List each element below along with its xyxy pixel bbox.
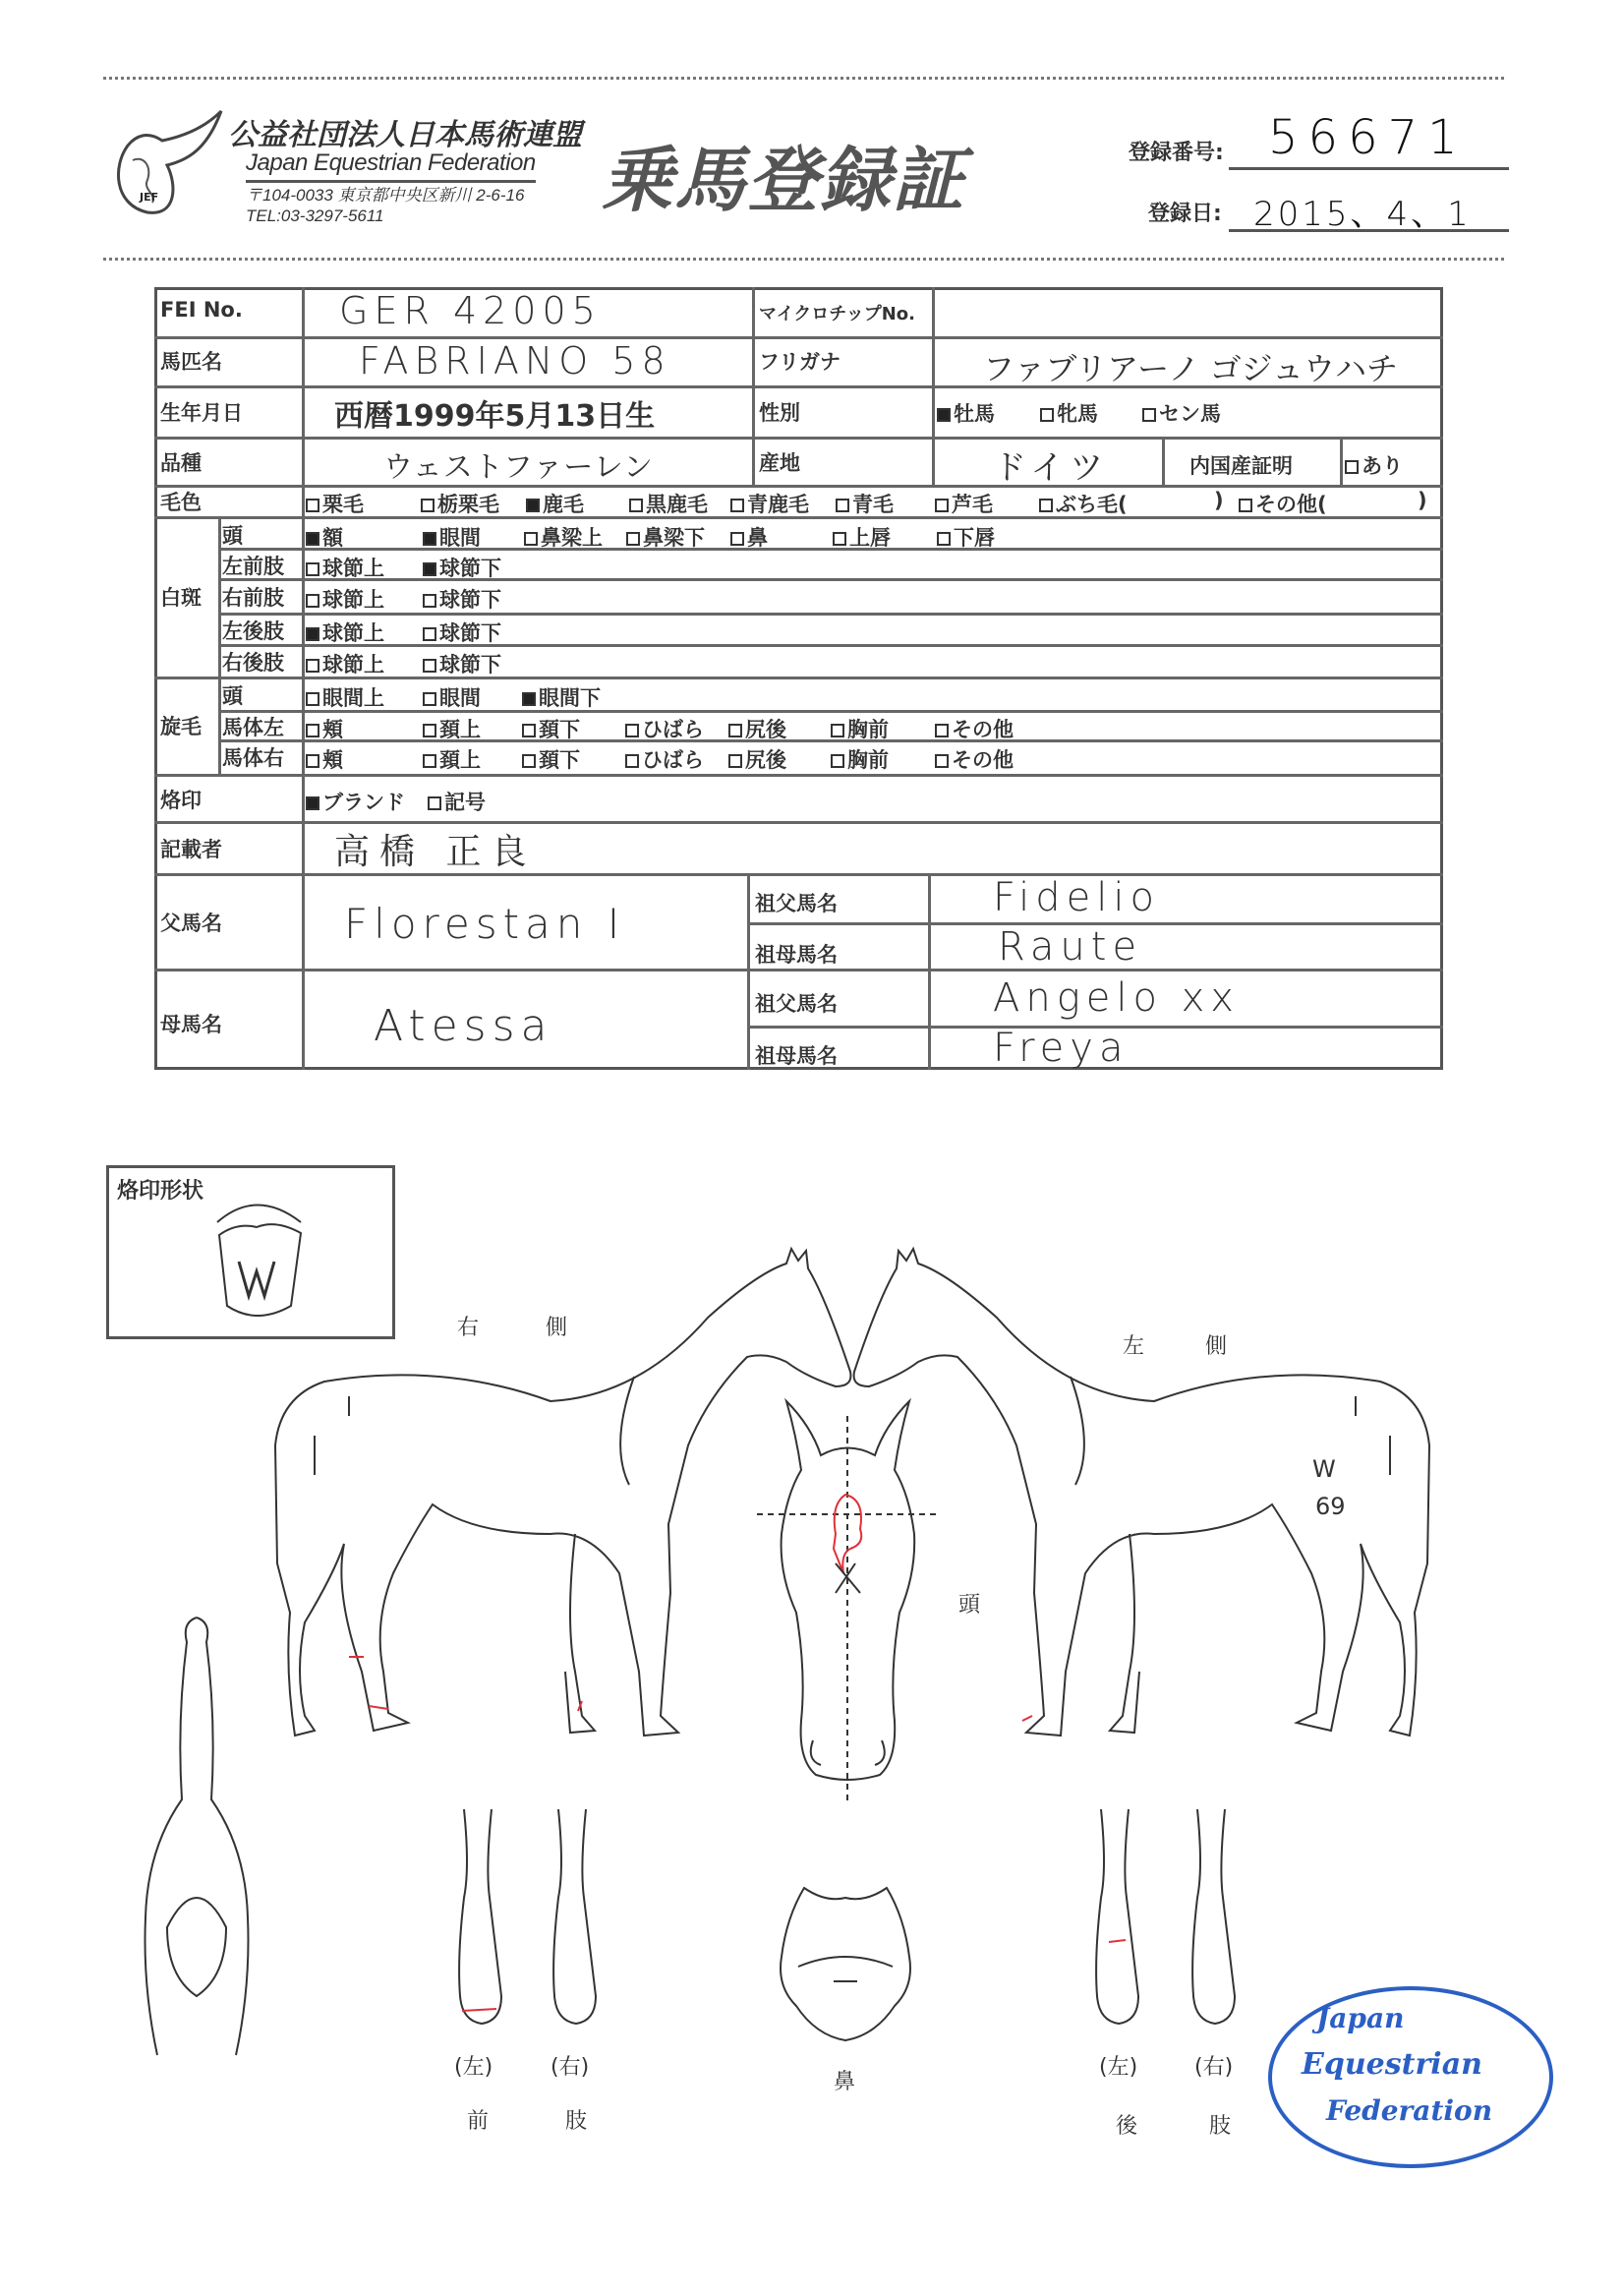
checkbox[interactable] <box>937 532 951 546</box>
option-label: 眼間 <box>439 686 481 710</box>
checkbox[interactable] <box>428 796 441 810</box>
head-center-lines <box>757 1416 939 1804</box>
white-row-label: 右前肢 <box>222 586 284 610</box>
fore-right-leg <box>553 1809 596 2024</box>
checkbox-option[interactable] <box>306 649 384 678</box>
checkbox[interactable] <box>730 499 744 512</box>
checkbox-option[interactable] <box>423 618 501 647</box>
checkbox-option[interactable] <box>625 714 704 743</box>
checkbox[interactable] <box>524 532 538 546</box>
checkbox-option[interactable] <box>306 682 384 712</box>
checkbox-option[interactable] <box>306 522 343 552</box>
checkbox[interactable] <box>728 724 742 737</box>
checkbox-checked[interactable] <box>937 408 951 422</box>
sex-option-gelding[interactable]: セン馬 <box>1142 398 1221 428</box>
checkbox-option[interactable] <box>1039 489 1128 518</box>
option-label: 球節下 <box>439 588 501 612</box>
left-side-label: 左 <box>1123 1334 1145 1359</box>
checkbox-option[interactable] <box>836 489 894 518</box>
option-label: 胸前 <box>847 718 889 741</box>
forelimb-label: 前 <box>467 2109 490 2134</box>
option-label: 黒鹿毛 <box>646 493 708 516</box>
option-label: 頚上 <box>439 748 481 772</box>
option-label: その他 <box>952 718 1014 741</box>
option-label: 頬 <box>322 748 343 772</box>
option-label: 下唇 <box>954 526 995 550</box>
checkbox[interactable] <box>423 692 436 706</box>
brand-shape-icon <box>109 1168 398 1342</box>
checkbox[interactable] <box>306 499 319 512</box>
option-label: ぶち毛( <box>1056 493 1128 516</box>
checkbox[interactable] <box>306 692 319 706</box>
option-label: 眼間上 <box>322 686 384 710</box>
checkbox-option[interactable] <box>306 714 343 743</box>
forelimb-label-2: 肢 <box>565 2109 588 2134</box>
option-label: 頚下 <box>539 748 580 772</box>
stamp-line: Equestrian <box>1302 2047 1482 2082</box>
option-label: 額 <box>322 526 343 550</box>
option-label: 球節上 <box>322 588 384 612</box>
dam-dam-value[interactable]: Freya <box>993 1026 1130 1071</box>
checkbox-option[interactable] <box>937 522 995 552</box>
brand-number-drawn: 69 <box>1315 1493 1346 1520</box>
dam-sire-label: 祖父馬名 <box>755 992 838 1016</box>
jef-stamp <box>1268 1986 1553 2168</box>
checkbox[interactable] <box>1239 499 1252 512</box>
checkbox-option[interactable] <box>306 553 384 582</box>
checkbox[interactable] <box>730 532 744 546</box>
reg-date-underline <box>1229 229 1509 232</box>
checkbox-option[interactable] <box>935 489 993 518</box>
sire-sire-label: 祖父馬名 <box>755 892 838 915</box>
checkbox-option[interactable] <box>526 489 584 518</box>
dam-dam-label: 祖母馬名 <box>755 1044 838 1068</box>
checkbox-checked[interactable] <box>526 499 540 512</box>
fore-right-label: (右) <box>551 2055 590 2080</box>
sire-label: 父馬名 <box>160 912 222 935</box>
option-label: 鼻梁上 <box>541 526 603 550</box>
hindlimb-label-2: 肢 <box>1209 2114 1232 2139</box>
checkbox-option[interactable] <box>306 618 384 647</box>
checkbox-checked[interactable] <box>306 532 319 546</box>
whorls-label: 旋毛 <box>160 715 202 738</box>
left-side-label-2: 側 <box>1205 1334 1228 1359</box>
checkbox-option[interactable] <box>522 682 601 712</box>
dam-label: 母馬名 <box>160 1013 222 1036</box>
furigana-label: フリガナ <box>759 350 840 374</box>
brand-shape-label: 烙印形状 <box>117 1179 204 1204</box>
whorl-row-label: 頭 <box>222 684 243 708</box>
org-tel: TEL:03-3297-5611 <box>246 206 384 225</box>
domestic-cert-label: 内国産証明 <box>1189 454 1293 478</box>
recorder-signature: 高橋 正良 <box>334 832 537 872</box>
checkbox-checked[interactable] <box>423 532 436 546</box>
checkbox[interactable] <box>833 532 846 546</box>
checkbox[interactable] <box>522 724 536 737</box>
top-dotted-rule <box>103 77 1504 80</box>
checkbox-option[interactable] <box>423 553 501 582</box>
hind-right-leg <box>1192 1809 1235 2024</box>
checkbox-option[interactable] <box>423 522 481 552</box>
checkbox[interactable] <box>935 724 949 737</box>
breed-value[interactable]: ウェストファーレン <box>383 450 654 485</box>
option-label: 球節下 <box>439 653 501 677</box>
checkbox-option[interactable] <box>421 489 499 518</box>
hind-left-leg <box>1096 1809 1138 2024</box>
whorl-row-label: 馬体左 <box>222 716 284 739</box>
jef-logo-icon <box>108 106 236 219</box>
red-markings <box>349 1495 1126 2011</box>
sire-value[interactable]: Florestan I <box>344 900 626 948</box>
checkbox[interactable] <box>423 724 436 737</box>
checkbox-option[interactable] <box>728 714 786 743</box>
option-label: 鹿毛 <box>543 493 584 516</box>
option-label: 栃栗毛 <box>437 493 499 516</box>
option-label: 尻後 <box>745 718 786 741</box>
checkbox-option[interactable] <box>423 584 501 614</box>
option-label: 球節上 <box>322 557 384 580</box>
checkbox[interactable] <box>423 627 436 641</box>
checkbox[interactable] <box>935 499 949 512</box>
checkbox-option[interactable] <box>1239 489 1327 518</box>
nose-view-outline <box>781 1888 910 2040</box>
recorder-label: 記載者 <box>160 838 222 861</box>
checkbox[interactable] <box>626 532 640 546</box>
checkbox-option[interactable] <box>306 584 384 614</box>
checkbox[interactable] <box>421 499 435 512</box>
paren-close: ) <box>1214 489 1224 512</box>
document-title: 乗馬登録証 <box>602 139 966 221</box>
checkbox[interactable] <box>629 499 643 512</box>
white-row-label: 頭 <box>222 524 243 548</box>
reg-date-value: 2015、4、1 <box>1253 195 1472 234</box>
option-label: 頚下 <box>539 718 580 741</box>
option-label: 栗毛 <box>322 493 364 516</box>
checkbox[interactable] <box>1142 408 1156 422</box>
sex-option-mare[interactable]: 牝馬 <box>1040 398 1098 428</box>
option-label: 胸前 <box>847 748 889 772</box>
whorl-row-label: 馬体右 <box>222 746 284 770</box>
horse-head-front-outline <box>782 1401 915 1780</box>
option-label: 上唇 <box>849 526 891 550</box>
option-label: 球節下 <box>439 621 501 645</box>
option-label: ひばら <box>642 718 704 741</box>
checkbox-option[interactable] <box>306 489 364 518</box>
checkbox-checked[interactable] <box>522 692 536 706</box>
option-label: 頬 <box>322 718 343 741</box>
option-label: 球節上 <box>322 621 384 645</box>
checkbox-option[interactable] <box>831 714 889 743</box>
option-label: 眼間 <box>439 526 481 550</box>
checkbox-option[interactable] <box>524 522 603 552</box>
checkbox[interactable] <box>423 659 436 673</box>
sire-sire-value[interactable]: Fidelio <box>993 875 1160 920</box>
checkbox-option[interactable] <box>423 649 501 678</box>
checkbox[interactable] <box>306 659 319 673</box>
hind-right-label: (右) <box>1194 2055 1234 2080</box>
checkbox[interactable] <box>1039 499 1053 512</box>
checkbox-option[interactable] <box>306 744 343 774</box>
furigana-value[interactable]: ファブリアーノ ゴジュウハチ <box>983 350 1399 387</box>
checkbox-option[interactable] <box>730 522 768 552</box>
checkbox[interactable] <box>836 499 849 512</box>
brand-label: 烙印 <box>160 789 202 812</box>
origin-value[interactable]: ドイツ <box>993 448 1110 488</box>
checkbox[interactable] <box>625 724 639 737</box>
brand-option-symbol[interactable]: 記号 <box>428 787 486 816</box>
option-label: ひばら <box>642 748 704 772</box>
checkbox[interactable] <box>1345 460 1359 474</box>
option-label: 球節上 <box>322 653 384 677</box>
option-label: 鼻 <box>747 526 768 550</box>
sire-dam-value[interactable]: Raute <box>998 924 1143 970</box>
option-label: 頚上 <box>439 718 481 741</box>
option-label: 眼間下 <box>539 686 601 710</box>
checkbox-option[interactable] <box>626 522 705 552</box>
checkbox-option[interactable] <box>522 744 580 774</box>
sire-dam-label: 祖母馬名 <box>755 943 838 967</box>
origin-label: 産地 <box>759 451 800 475</box>
checkbox-checked[interactable] <box>423 562 436 576</box>
checkbox[interactable] <box>831 754 844 768</box>
horse-left-side-outline <box>854 1249 1429 1736</box>
hind-left-label: (左) <box>1099 2055 1138 2080</box>
stamp-line: Japan <box>1316 2002 1405 2034</box>
logo-text: JEF <box>140 191 159 204</box>
checkbox[interactable] <box>625 754 639 768</box>
org-name-jp: 公益社団法人日本馬術連盟 <box>228 118 582 152</box>
checkbox[interactable] <box>306 594 319 608</box>
checkbox-option[interactable] <box>831 744 889 774</box>
option-label: その他 <box>952 748 1014 772</box>
breed-label: 品種 <box>160 451 202 475</box>
checkbox-option[interactable] <box>423 714 481 743</box>
fei-label: FEI No. <box>160 298 243 322</box>
checkbox-checked[interactable] <box>306 627 319 641</box>
checkbox-option[interactable] <box>935 714 1014 743</box>
birth-value[interactable]: 西暦1999年5月13日生 <box>334 399 656 434</box>
checkbox[interactable] <box>306 754 319 768</box>
option-label: 芦毛 <box>952 493 993 516</box>
fei-value[interactable]: GER 42005 <box>339 289 602 332</box>
checkbox-option[interactable] <box>935 744 1014 774</box>
option-label: 青毛 <box>852 493 894 516</box>
checkbox[interactable] <box>935 754 949 768</box>
checkbox-option[interactable] <box>730 489 809 518</box>
checkbox[interactable] <box>522 754 536 768</box>
checkbox[interactable] <box>1040 408 1054 422</box>
checkbox-option[interactable] <box>522 714 580 743</box>
option-label: 鼻梁下 <box>643 526 705 550</box>
head-label: 頭 <box>958 1593 981 1618</box>
checkbox[interactable] <box>831 724 844 737</box>
right-side-label-2: 側 <box>546 1316 568 1340</box>
checkbox[interactable] <box>423 754 436 768</box>
checkbox-option[interactable] <box>625 744 704 774</box>
org-name-en: Japan Equestrian Federation <box>246 149 536 183</box>
hindlimb-label: 後 <box>1116 2114 1138 2139</box>
brand-shape-box <box>106 1165 395 1339</box>
stamp-line: Federation <box>1326 2094 1493 2127</box>
header-dotted-rule <box>103 258 1504 261</box>
sex-option-stallion[interactable]: 牡馬 <box>937 398 995 428</box>
dam-sire-value[interactable]: Angelo xx <box>993 975 1240 1021</box>
jef-logo <box>108 106 226 212</box>
brand-option-brand[interactable]: ブランド <box>306 787 405 816</box>
checkbox[interactable] <box>306 562 319 576</box>
reg-no-underline <box>1229 167 1509 170</box>
checkbox-option[interactable] <box>629 489 708 518</box>
org-address: 〒104-0033 東京都中央区新川 2-6-16 <box>246 186 525 205</box>
microchip-label: マイクロチップNo. <box>759 304 916 324</box>
option-label: 球節下 <box>439 557 501 580</box>
horse-name-value[interactable]: FABRIANO 58 <box>359 339 671 383</box>
reg-date-label: 登録日: <box>1148 202 1222 226</box>
coat-label: 毛色 <box>160 491 202 514</box>
white-row-label: 右後肢 <box>222 651 284 675</box>
checkbox-checked[interactable] <box>306 796 319 810</box>
reg-no-label: 登録番号: <box>1129 141 1224 165</box>
checkbox-option[interactable] <box>423 682 481 712</box>
domestic-cert-option[interactable]: あり <box>1345 450 1403 480</box>
dam-value[interactable]: Atessa <box>374 1001 553 1051</box>
fore-left-label: (左) <box>454 2055 493 2080</box>
right-side-label: 右 <box>457 1316 480 1340</box>
white-markings-label: 白斑 <box>160 586 202 610</box>
sex-label: 性別 <box>759 401 800 425</box>
checkbox[interactable] <box>306 724 319 737</box>
white-row-label: 左後肢 <box>222 619 284 643</box>
option-label: その他( <box>1255 493 1327 516</box>
option-label: 青鹿毛 <box>747 493 809 516</box>
checkbox-option[interactable] <box>423 744 481 774</box>
paren-close: ) <box>1418 489 1427 512</box>
horse-name-label: 馬匹名 <box>160 350 222 374</box>
white-row-label: 左前肢 <box>222 555 284 578</box>
brand-mark-drawn: W <box>1312 1455 1336 1483</box>
checkbox-option[interactable] <box>728 744 786 774</box>
checkbox-option[interactable] <box>833 522 891 552</box>
checkbox[interactable] <box>423 594 436 608</box>
reg-no-value: 56671 <box>1268 110 1468 165</box>
fore-left-leg <box>459 1809 501 2024</box>
horse-top-view-outline <box>145 1618 249 2055</box>
checkbox[interactable] <box>728 754 742 768</box>
option-label: 尻後 <box>745 748 786 772</box>
nose-label: 鼻 <box>834 2070 856 2094</box>
birth-label: 生年月日 <box>160 401 243 425</box>
